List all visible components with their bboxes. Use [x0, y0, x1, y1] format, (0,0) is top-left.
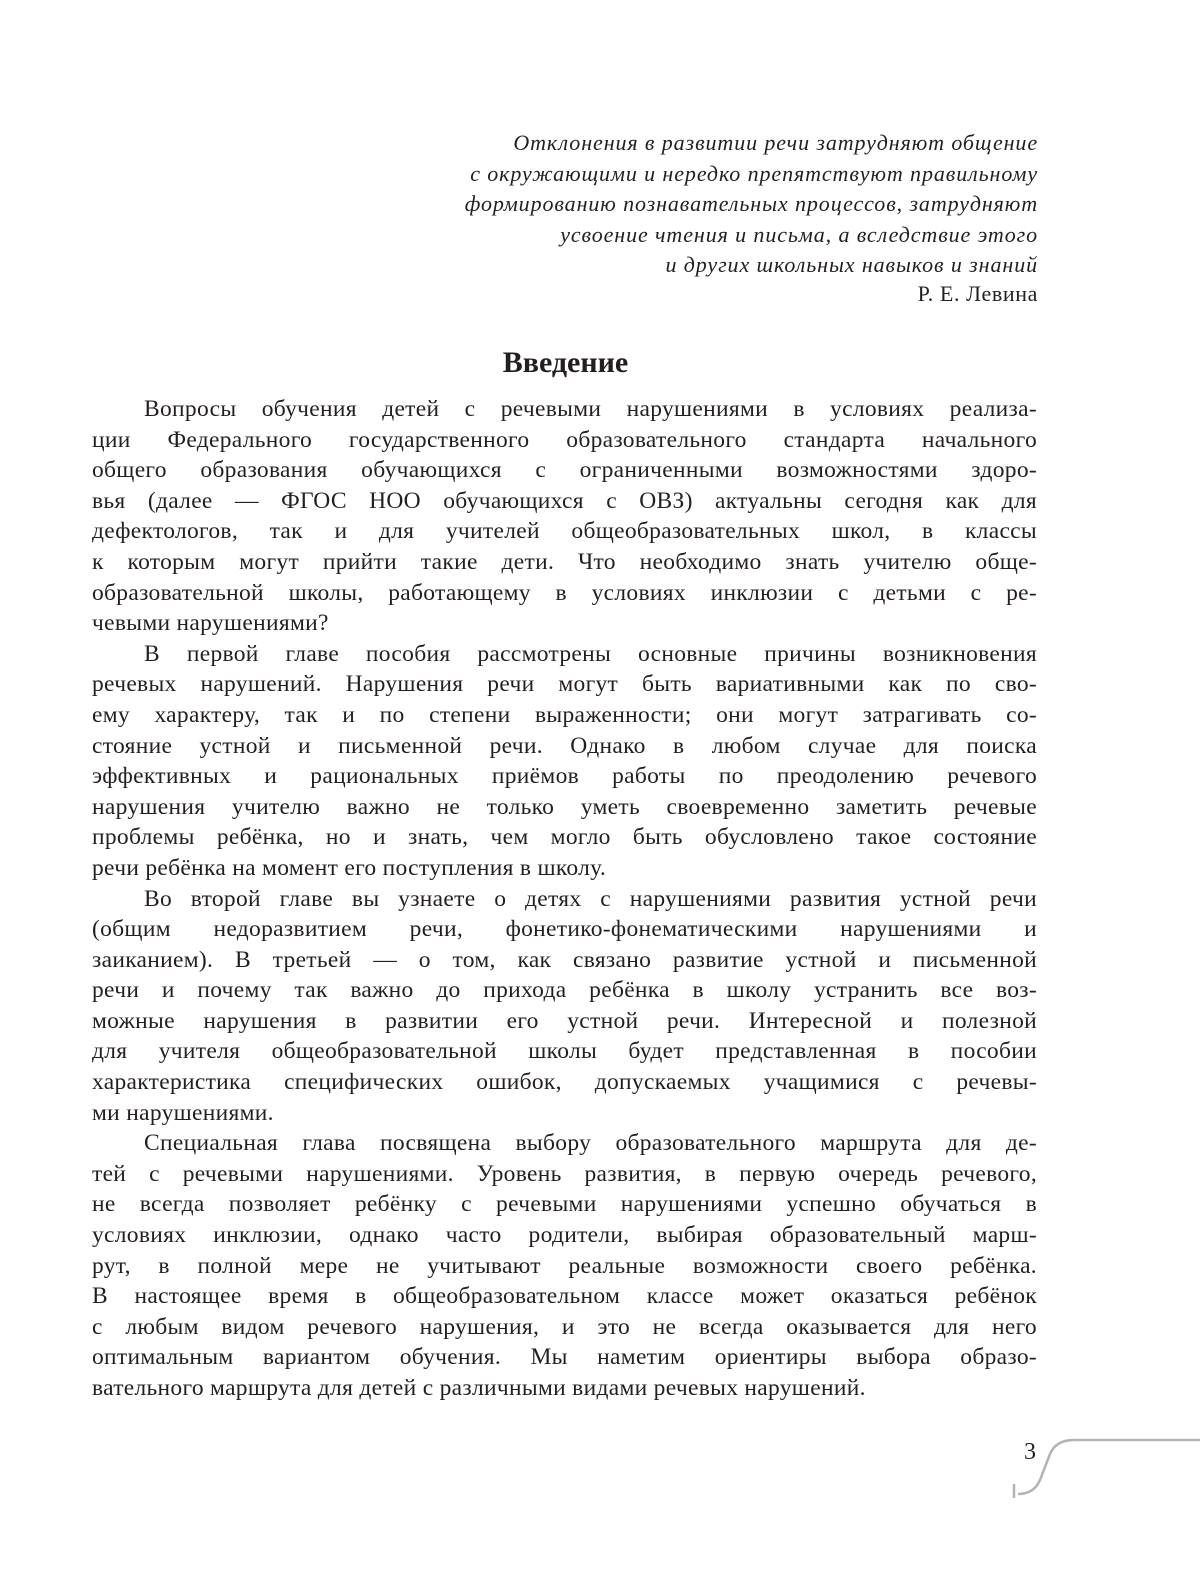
paragraph-line: к которым могут прийти такие дети. Что необходимо знать учителю обще-: [92, 548, 1037, 575]
epigraph-line: Отклонения в развитии речи затрудняют общение: [513, 130, 1038, 155]
paragraph-line: с любым видом речевого нарушения, и это не всегда оказывается для него: [92, 1313, 1037, 1340]
paragraph-line: характеристика специфических ошибок, допускаемых учащимися с речевы-: [92, 1069, 1037, 1096]
epigraph-line: и других школьных навыков и знаний: [665, 252, 1038, 277]
paragraph-line: образовательной школы, работающему в условиях инклюзии с детьми с ре-: [92, 579, 1037, 606]
paragraph-line: общего образования обучающихся с ограниченными возможностями здоро-: [92, 457, 1037, 484]
paragraph: [92, 394, 1037, 639]
paragraph-line: вательного маршрута для детей с различными видами речевых нарушений.: [92, 1375, 866, 1401]
paragraph-line: дефектологов, так и для учителей общеобразовательных школ, в классы: [92, 518, 1037, 545]
epigraph-author: Р. Е. Левина: [917, 281, 1038, 306]
paragraph-line: условиях инклюзии, однако часто родители, выбирая образовательный марш-: [92, 1222, 1037, 1249]
paragraph-line: речевых нарушений. Нарушения речи могут быть вариативными как по сво-: [92, 671, 1037, 698]
paragraph: [92, 884, 1037, 1129]
paragraph-line: для учителя общеобразовательной школы будет представленная в пособии: [92, 1038, 1037, 1065]
paragraph-line: В первой главе пособия рассмотрены основные причины возникновения: [144, 640, 1037, 667]
paragraph: [92, 1128, 1037, 1403]
epigraph: [278, 128, 1038, 281]
paragraph-line: вья (далее — ФГОС НОО обучающихся с ОВЗ) актуальны сегодня как для: [92, 487, 1037, 514]
paragraph-line: речи ребёнка на момент его поступления в школу.: [92, 854, 607, 881]
epigraph-line: формированию познавательных процессов, затрудняют: [464, 191, 1038, 216]
paragraph-line: оптимальным вариантом обучения. Мы наметим ориентиры выбора образо-: [92, 1344, 1037, 1371]
paragraph: [92, 639, 1037, 884]
paragraph-line: эффективных и рациональных приёмов работы по преодолению речевого: [92, 763, 1037, 790]
paragraph-line: речи и почему так важно до прихода ребёнка в школу устранить все воз-: [92, 977, 1037, 1004]
paragraph-line: Вопросы обучения детей с речевыми нарушениями в условиях реализа-: [144, 396, 1037, 422]
paragraph-line: рут, в полной мере не учитывают реальные возможности своего ребёнка.: [92, 1252, 1037, 1279]
paragraph-line: тей с речевыми нарушениями. Уровень развития, в первую очередь речевого,: [92, 1160, 1037, 1187]
paragraph-line: нарушения учителю важно не только уметь своевременно заметить речевые: [92, 793, 1037, 820]
paragraph-line: ему характеру, так и по степени выраженности; они могут затрагивать со-: [92, 701, 1037, 728]
paragraph-line: заиканием). В третьей — о том, как связано развитие устной и письменной: [92, 946, 1037, 973]
paragraph-line: Во второй главе вы узнаете о детях с нарушениями развития устной речи: [144, 885, 1037, 912]
paragraph-line: В настоящее время в общеобразовательном классе может оказаться ребёнок: [92, 1283, 1037, 1310]
section-title: Введение: [502, 346, 629, 379]
paragraph-line: стояние устной и письменной речи. Однако в любом случае для поиска: [92, 732, 1037, 759]
paragraph-line: не всегда позволяет ребёнку с речевыми нарушениями успешно обучаться в: [92, 1191, 1037, 1218]
paragraph-line: ции Федерального государственного образовательного стандарта начального: [92, 426, 1037, 453]
epigraph-line: усвоение чтения и письма, а вследствие этого: [560, 221, 1038, 247]
paragraph-line: чевыми нарушениями?: [92, 610, 329, 637]
body-text: [92, 394, 1037, 1404]
paragraph-line: (общим недоразвитием речи, фонетико-фонематическими нарушениями и: [92, 916, 1037, 943]
page-number: 3: [1024, 1439, 1036, 1465]
paragraph-line: можные нарушения в развитии его устной речи. Интересной и полезной: [92, 1007, 1037, 1034]
page-corner-decoration: [1008, 1428, 1200, 1498]
paragraph-line: ми нарушениями.: [92, 1099, 274, 1126]
paragraph-line: проблемы ребёнка, но и знать, чем могло быть обусловлено такое состояние: [92, 824, 1037, 851]
paragraph-line: Специальная глава посвящена выбору образовательного маршрута для де-: [144, 1130, 1037, 1157]
epigraph-line: с окружающими и нередко препятствуют правильному: [470, 160, 1038, 186]
